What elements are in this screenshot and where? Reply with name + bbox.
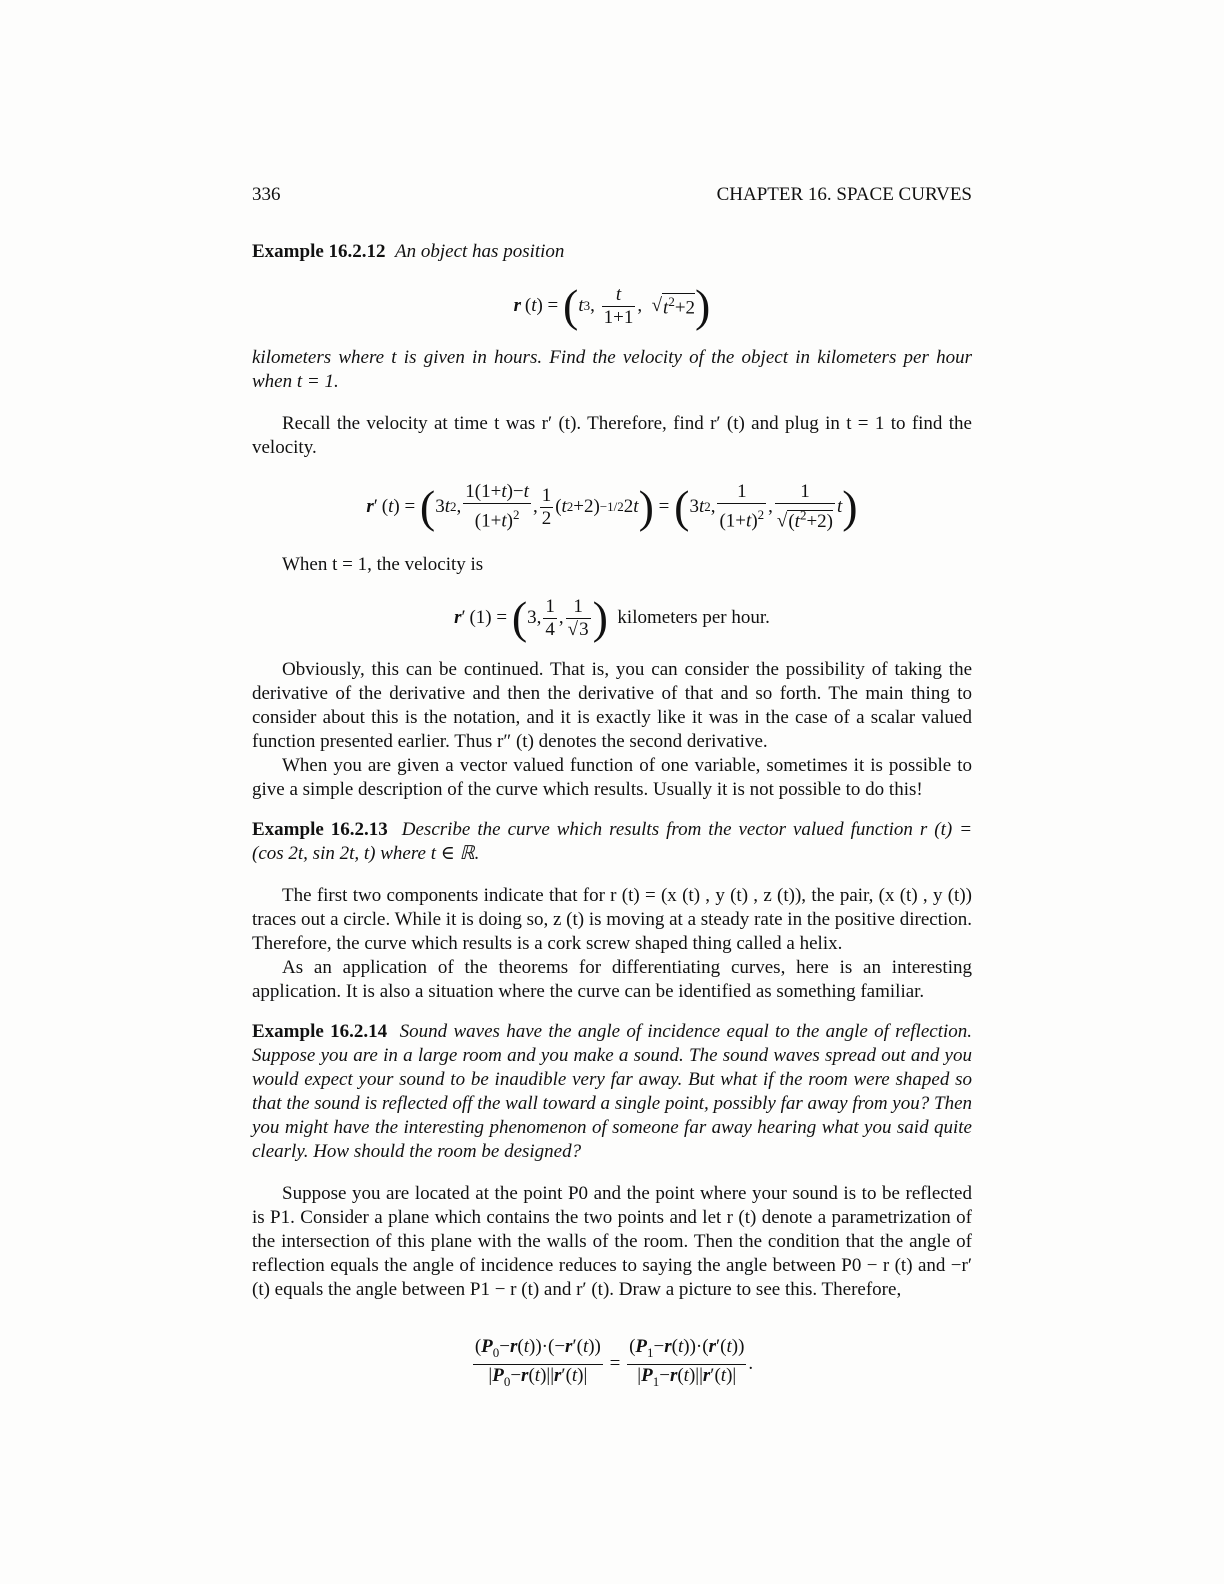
angle-equation: $\frac{(P_0-r(t))\cdot(-r'(t))}{|P_0-r(t)||r'(t)|}$ = $\frac{(P_1-r(t))\cdot(r'(t))}{|P_1-r(t)||r'(t)|}$ . [474,1335,754,1389]
page-number: 336 [252,184,281,205]
continued-paragraph: Obviously, this can be continued. That is, you can consider the possibility of taking the derivative of the derivative and then the derivative of that and so forth. The main thing to consider about this is the notation, and it is exactly like it was in the case of a scalar valued function presented earlier. Thus r″ (t) denotes the second derivative. [252,659,972,752]
example-16-2-12-statement: kilometers where t is given in hours. Find the velocity of the object in kilometers per hour when t = 1. [252,347,972,392]
recall-paragraph: Recall the velocity at time t was r′ (t). Therefore, find r′ (t) and plug in t = 1 to find the velocity. [252,413,972,458]
suppose-paragraph: Suppose you are located at the point P0 and the point where your sound is to be reflected is P1. Consider a plane which contains the two points and let r (t) denote a parametrization of the intersection of this plane with the walls of the room. Then the condition that the angle of reflection equals the angle of incidence reduces to saying the angle between P0 − r (t) and −r′ (t) equals the angle between P1 − r (t) and r′ (t). Draw a picture to see this. Therefore, [252,1183,972,1300]
example-label: Example 16.2.12 [252,241,386,262]
vector-function-paragraph: When you are given a vector valued function of one variable, sometimes it is possible to give a simple description of the curve which results. Usually it is not possible to do this! [252,755,972,800]
helix-paragraph: The first two components indicate that for r (t) = (x (t) , y (t) , z (t)), the pair, (x (t) , y (t)) traces out a circle. While it is doing so, z (t) is moving at a steady rate in the positive direction. Therefore, the curve which results is a cork screw shaped thing called a helix. [252,885,972,954]
velocity-units: kilometers per hour. [617,607,770,628]
example-label: Example 16.2.14 [252,1021,388,1042]
example-intro: An object has position [395,241,565,262]
chapter-header: CHAPTER 16. SPACE CURVES [716,184,972,205]
when-sentence: When t = 1, the velocity is [282,554,484,575]
example-16-2-12-heading [252,240,972,264]
example-16-2-13 [252,818,972,866]
velocity-equation: r ′ (1) = ( 3, $\frac{1}{4}$ , $\frac{1}{√3}$ ) kilometers per hour. [454,592,770,643]
application-paragraph: As an application of the theorems for differentiating curves, here is an interesting application. It is also a situation where the curve can be identified as something familiar. [252,957,972,1002]
position-equation: r ( t ) = ( t 3 , $\frac{t}{1+1}$ , √ $t^2+2$ ) [513,280,711,331]
derivative-equation: r ′ ( t ) = ( 3 t 2 , $\frac{1(1+t)-t}{(1+t)^2}$ , $\frac{1}{2}$ ( t 2 +2) −1/2 2 t ) = ( 3 t 2 , $\frac{1}{(1+t)^2}$ , $\frac{1}{√(t^2+2)}$ t ) [366,481,858,532]
example-16-2-14 [252,1020,972,1164]
example-statement: Describe the curve which results from the vector valued function r (t) = (cos 2t, sin 2t, t) where t ∈ ℝ. [252,819,973,864]
example-label: Example 16.2.13 [252,819,388,840]
example-statement: Sound waves have the angle of incidence equal to the angle of reflection. Suppose you are in a large room and you make a sound. The sound waves spread out and you would expect your sound to be inaudible very far away. But what if the room were shaped so that the sound is reflected off the wall toward a single point, possibly far away from you? Then you might have the interesting phenomenon of someone far away hearing what you said quite clearly. How should the room be designed? [252,1021,973,1162]
